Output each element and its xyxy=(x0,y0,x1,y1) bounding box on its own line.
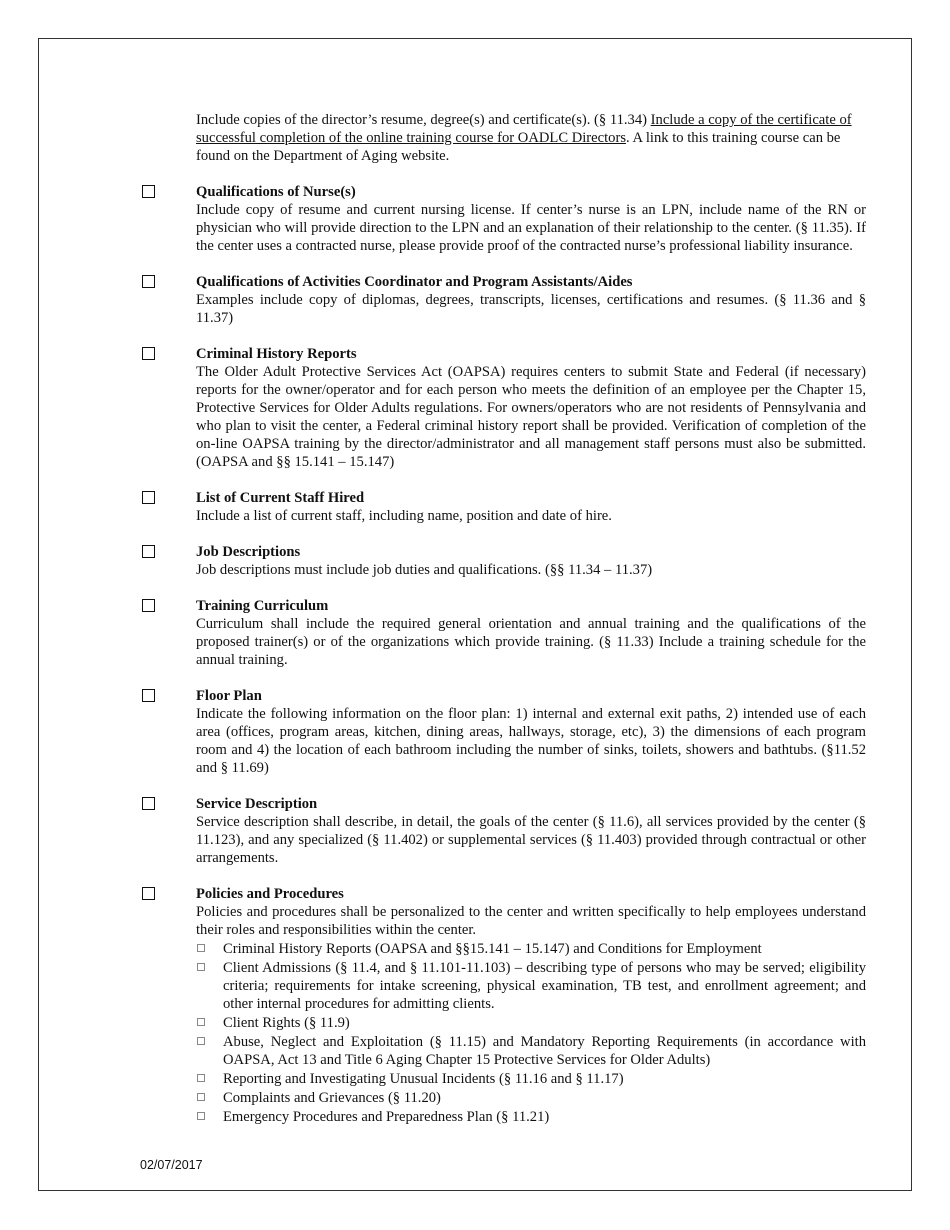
checkbox[interactable] xyxy=(142,599,155,612)
checkbox[interactable] xyxy=(142,887,155,900)
small-checkbox[interactable] xyxy=(197,1093,205,1101)
section-description: Job descriptions must include job duties and qualifications. (§§ 11.34 – 11.37) xyxy=(196,562,653,578)
section-title: Service Description xyxy=(196,796,318,812)
checkbox[interactable] xyxy=(142,491,155,504)
checkbox[interactable] xyxy=(142,275,155,288)
intro-underlined-text: Include a copy of the certificate of successful completion of the online training course for OADLC Directors xyxy=(196,112,852,146)
section-description: Service description shall describe, in detail, the goals of the center (§ 11.6), all services provided by the center (§ 11.123), and any specialized (§ 11.402) or supplemental services (§ 11.403) provided through contractual or other arrangements. xyxy=(196,814,866,866)
section-training-curriculum xyxy=(196,597,866,669)
section-staff-hired xyxy=(196,489,866,525)
section-title: Qualifications of Activities Coordinator and Program Assistants/Aides xyxy=(196,274,633,290)
intro-text-end: . A link to this training course can be found on the Department of Aging website. xyxy=(196,130,841,164)
checkbox[interactable] xyxy=(142,545,155,558)
section-policies-procedures xyxy=(196,885,866,1126)
section-title: Job Descriptions xyxy=(196,544,301,560)
section-description: Indicate the following information on the floor plan: 1) internal and external exit paths, 2) intended use of each area (offices, program areas, kitchen, dining areas, hallways, storage, etc), 3) the dimensions of each program room and 4) the location of each bathroom including the number of sinks, toilets, showers and bathtubs. (§11.52 and § 11.69) xyxy=(196,706,866,776)
footer-date: 02/07/2017 xyxy=(140,1158,203,1172)
section-title: Policies and Procedures xyxy=(196,886,344,902)
section-title: Floor Plan xyxy=(196,688,262,704)
policy-item: Reporting and Investigating Unusual Incidents (§ 11.16 and § 11.17) xyxy=(196,1070,866,1088)
policy-item: Client Admissions (§ 11.4, and § 11.101-11.103) – describing type of persons who may be served; eligibility criteria; requirements for intake screening, physical examination, TB test, and enrollment agreement; and other internal procedures for admitting clients. xyxy=(196,959,866,1013)
section-description: Include copy of resume and current nursing license. If center’s nurse is an LPN, include name of the RN or physician who will provide direction to the LPN and an explanation of their relationship to the center. (§ 11.35). If the center uses a contracted nurse, please provide proof of the contracted nurse’s professional liability insurance. xyxy=(196,202,866,254)
intro-paragraph xyxy=(196,111,866,165)
checkbox[interactable] xyxy=(142,797,155,810)
section-description: Include a list of current staff, including name, position and date of hire. xyxy=(196,508,612,524)
small-checkbox[interactable] xyxy=(197,1018,205,1026)
policy-item: Criminal History Reports (OAPSA and §§15.141 – 15.147) and Conditions for Employment xyxy=(196,940,866,958)
section-criminal-history xyxy=(196,345,866,471)
section-job-descriptions xyxy=(196,543,866,579)
small-checkbox[interactable] xyxy=(197,1037,205,1045)
checkbox[interactable] xyxy=(142,347,155,360)
intro-text: Include copies of the director’s resume, degree(s) and certificate(s). (§ 11.34) xyxy=(196,112,651,128)
section-description: Examples include copy of diplomas, degrees, transcripts, licenses, certifications and resumes. (§ 11.36 and § 11.37) xyxy=(196,292,866,326)
small-checkbox[interactable] xyxy=(197,944,205,952)
policy-items-list xyxy=(196,940,866,1126)
section-title: Criminal History Reports xyxy=(196,346,357,362)
policy-item: Emergency Procedures and Preparedness Plan (§ 11.21) xyxy=(196,1108,866,1126)
checkbox[interactable] xyxy=(142,689,155,702)
section-title: Training Curriculum xyxy=(196,598,329,614)
section-description: Policies and procedures shall be personalized to the center and written specifically to help employees understand their roles and responsibilities within the center. xyxy=(196,904,866,938)
section-service-description xyxy=(196,795,866,867)
checkbox[interactable] xyxy=(142,185,155,198)
policy-item: Abuse, Neglect and Exploitation (§ 11.15) and Mandatory Reporting Requirements (in accordance with OAPSA, Act 13 and Title 6 Aging Chapter 15 Protective Services for Older Adults) xyxy=(196,1033,866,1069)
section-activities-qualifications xyxy=(196,273,866,327)
small-checkbox[interactable] xyxy=(197,1074,205,1082)
small-checkbox[interactable] xyxy=(197,963,205,971)
small-checkbox[interactable] xyxy=(197,1112,205,1120)
policy-item: Client Rights (§ 11.9) xyxy=(196,1014,866,1032)
checklist-content xyxy=(196,111,866,1127)
section-title: List of Current Staff Hired xyxy=(196,490,365,506)
policy-item: Complaints and Grievances (§ 11.20) xyxy=(196,1089,866,1107)
section-floor-plan xyxy=(196,687,866,777)
section-description: Curriculum shall include the required general orientation and annual training and the qualifications of the proposed trainer(s) or of the organizations which provide training. (§ 11.33) Include a training schedule for the annual training. xyxy=(196,616,866,668)
section-description: The Older Adult Protective Services Act (OAPSA) requires centers to submit State and Federal (if necessary) reports for the owner/operator and for each person who meets the definition of an employee per the Chapter 15, Protective Services for Older Adults regulations. For owners/operators who are not residents of Pennsylvania and who plan to visit the center, a Federal criminal history report shall be provided. Verification of completion of the on-line OAPSA training by the director/administrator and all management staff persons must also be submitted. (OAPSA and §§ 15.141 – 15.147) xyxy=(196,364,866,470)
section-nurse-qualifications xyxy=(196,183,866,255)
section-title: Qualifications of Nurse(s) xyxy=(196,184,356,200)
